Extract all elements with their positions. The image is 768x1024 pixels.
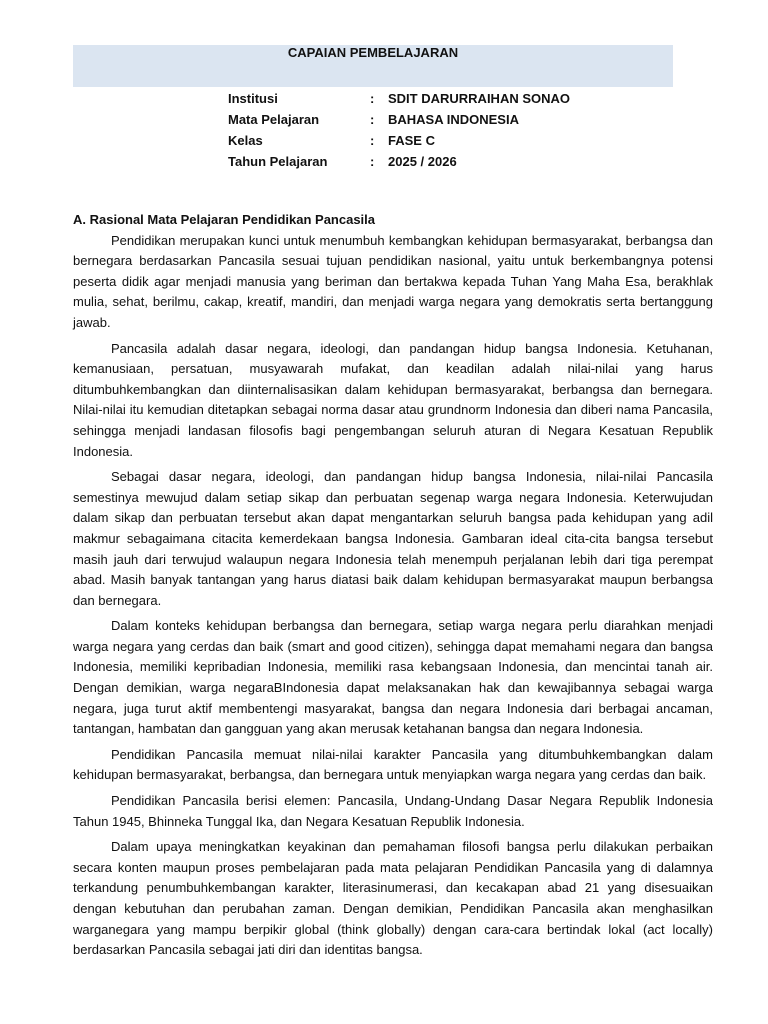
info-value: FASE C [388,133,435,148]
section-content [73,210,713,966]
paragraph: Pancasila adalah dasar negara, ideologi, dan pandangan hidup bangsa Indonesia. Ketuhanan, kemanusiaan, persatuan, musyawarah mufakat, dan keadilan adalah nilai-nilai yang harus ditumbuhkembangkan dan diinternalisasikan dalam kehidupan bermasyarakat, berbangsa dan bernegara. Nilai-nilai itu kemudian ditetapkan sebagai norma dasar atau grundnorm Indonesia dan diberi nama Pancasila, sehingga menjadi landasan filosofis bagi pengembangan seluruh aturan di Negara Kesatuan Republik Indonesia. [73,340,713,459]
info-label: Institusi [228,91,278,106]
section-heading: A. Rasional Mata Pelajaran Pendidikan Pancasila [73,212,376,227]
paragraph: Pendidikan Pancasila berisi elemen: Pancasila, Undang-Undang Dasar Negara Republik Indonesia Tahun 1945, Bhinneka Tunggal Ika, dan Negara Kesatuan Republik Indonesia. [73,793,713,829]
info-label: Mata Pelajaran [228,112,320,127]
info-separator: : [370,91,375,106]
info-table [228,88,570,172]
info-label: Tahun Pelajaran [228,154,328,169]
info-label: Kelas [228,133,263,148]
paragraph: Pendidikan merupakan kunci untuk menumbuh kembangkan kehidupan bermasyarakat, berbangsa dan bernegara berdasarkan Pancasila sesuai tujuan pendidikan nasional, yaitu untuk berkembangnya potensi peserta didik agar menjadi manusia yang beriman dan bertakwa kepada Tuhan Yang Maha Esa, berakhlak mulia, sehat, berilmu, cakap, kreatif, mandiri, dan menjadi warga negara yang demokratis serta bertanggung jawab. [73,232,713,330]
paragraph: Sebagai dasar negara, ideologi, dan pandangan hidup bangsa Indonesia, nilai-nilai Pancasila semestinya mewujud dalam setiap sikap dan perbuatan segenap warga negara Indonesia. Keterwujudan dalam sikap dan perbuatan tersebut akan dapat mengantarkan seluruh bangsa pada kehidupan yang adil makmur sebagaimana citacita kemerdekaan bangsa Indonesia. Gambaran ideal cita-cita bangsa tersebut masih jauh dari terwujud walaupun negara Indonesia telah menempuh perjalanan lebih dari tiga perempat abad. Masih banyak tantangan yang harus diatasi baik dalam kehidupan bermasyarakat maupun berbangsa dan bernegara. [73,469,713,608]
paragraph: Dalam konteks kehidupan berbangsa dan bernegara, setiap warga negara perlu diarahkan menjadi warga negara yang cerdas dan baik (smart and good citizen), sehingga dapat memahami negara dan bangsa Indonesia, memiliki kepribadian Indonesia, memiliki rasa kebangsaan Indonesia, dan mencintai tanah air. Dengan demikian, warga negaraBIndonesia dapat melaksanakan hak dan kewajibannya sebagai warga negara, juga turut aktif membentengi masyarakat, bangsa dan negara Indonesia dari berbagai ancaman, tantangan, hambatan dan gangguan yang akan merusak ketahanan bangsa dan negara Indonesia. [73,618,713,737]
info-row-mata-pelajaran [228,109,570,130]
info-value: 2025 / 2026 [388,154,457,169]
header-band [73,45,673,87]
info-separator: : [370,154,375,169]
document-title: CAPAIAN PEMBELAJARAN [287,45,459,60]
info-row-institusi [228,88,570,109]
info-separator: : [370,133,375,148]
paragraph: Pendidikan Pancasila memuat nilai-nilai karakter Pancasila yang ditumbuhkembangkan dalam kehidupan bermasyarakat, berbangsa, dan bernegara untuk menyiapkan warga negara yang cerdas dan baik. [73,746,713,783]
info-value: SDIT DARURRAIHAN SONAO [388,91,570,106]
info-value: BAHASA INDONESIA [388,112,519,127]
info-row-tahun-pelajaran [228,151,570,172]
paragraph: Dalam upaya meningkatkan keyakinan dan pemahaman filosofi bangsa perlu dilakukan perbaikan secara konten maupun proses pembelajaran pada mata pelajaran Pendidikan Pancasila yang di dalamnya terkandung penumbuhkembangan karakter, literasinumerasi, dan kecakapan abad 21 yang disesuaikan dengan kebutuhan dan perubahan zaman. Dengan demikian, Pendidikan Pancasila akan menghasilkan warganegara yang mampu berpikir global (think globally) dengan cara-cara bertindak lokal (act locally) berdasarkan Pancasila sebagai jati diri dan identitas bangsa. [73,839,713,958]
info-row-kelas [228,130,570,151]
info-separator: : [370,112,375,127]
